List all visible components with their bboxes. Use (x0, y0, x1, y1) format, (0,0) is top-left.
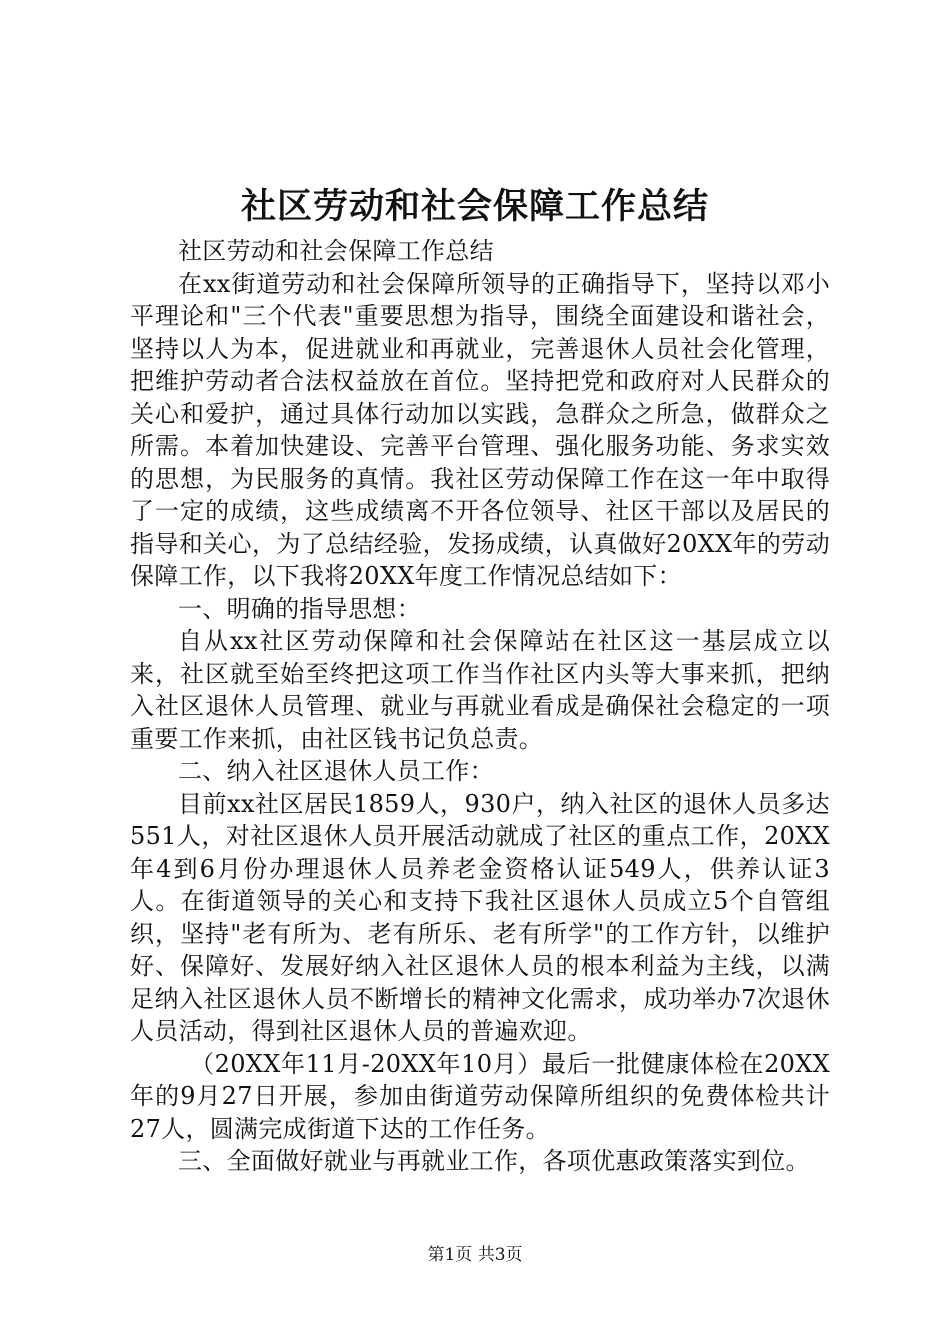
section-1-paragraph: 自从xx社区劳动保障和社会保障站在社区这一基层成立以来，社区就至始至终把这项工作当作社区内头等大事来抓，把纳入社区退休人员管理、就业与再就业看成是确保社会稳定的一项重要工作来抓，由社区钱书记负总责。 (130, 627, 830, 753)
subtitle-paragraph: 社区劳动和社会保障工作总结 (178, 237, 494, 265)
intro-paragraph: 在xx街道劳动和社会保障所领导的正确指导下，坚持以邓小平理论和"三个代表"重要思想为指导，围绕全面建设和谐社会，坚持以人为本，促进就业和再就业，完善退休人员社会化管理，把维护劳动者合法权益放在首位。坚持把党和政府对人民群众的关心和爱护，通过具体行动加以实践，急群众之所急，做群众之所需。本着加快建设、完善平台管理、强化服务功能、务求实效的思想，为民服务的真情。我社区劳动保障工作在这一年中取得了一定的成绩，这些成绩离不开各位领导、社区干部以及居民的指导和关心，为了总结经验，发扬成绩，认真做好20XX年的劳动保障工作，以下我将20XX年度工作情况总结如下： (130, 269, 830, 590)
section-heading-3: 三、全面做好就业与再就业工作，各项优惠政策落实到位。 (178, 1147, 810, 1175)
section-2-paragraph: 目前xx社区居民1859人，930户，纳入社区的退休人员多达551人，对社区退休人员开展活动就成了社区的重点工作，20XX年4到6月份办理退休人员养老金资格认证549人，供养认证3人。在街道领导的关心和支持下我社区退休人员成立5个自管组织，坚持"老有所为、老有所乐、老有所学"的工作方针，以维护好、保障好、发展好纳入社区退休人员的根本利益为主线，以满足纳入社区退休人员不断增长的精神文化需求，成功举办7次退休人员活动，得到社区退休人员的普遍欢迎。 (130, 789, 830, 1045)
section-heading-1: 一、明确的指导思想： (178, 594, 421, 623)
page-footer: 第1页 共3页 (427, 1245, 523, 1265)
health-check-paragraph: （20XX年11月-20XX年10月）最后一批健康体检在20XX年的9月27日开展，参加由街道劳动保障所组织的免费体检共计27人，圆满完成街道下达的工作任务。 (130, 1049, 830, 1143)
document-body (130, 235, 830, 1178)
section-heading-2: 二、纳入社区退休人员工作： (178, 757, 494, 785)
document-title: 社区劳动和社会保障工作总结 (240, 186, 709, 227)
